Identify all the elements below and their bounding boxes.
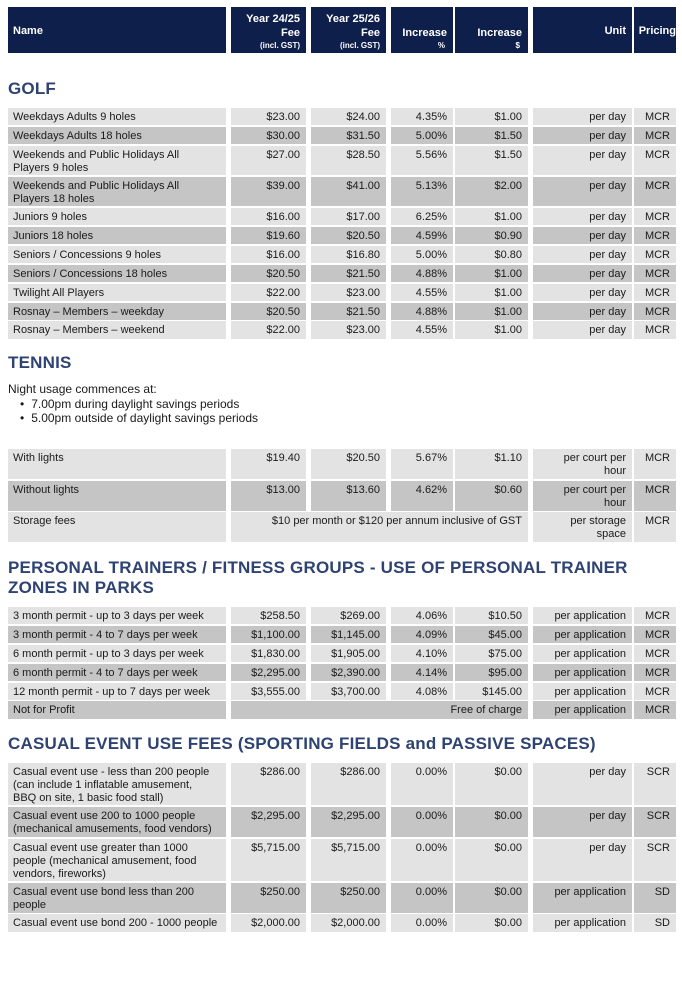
row-increase-pct-cell: 4.14% — [391, 664, 453, 681]
row-increase-pct-cell: 4.10% — [391, 645, 453, 662]
header-year1-line3: (incl. GST) — [260, 41, 300, 50]
row-unit-cell: per day — [533, 177, 632, 206]
row-name-cell: Weekdays Adults 18 holes — [8, 127, 226, 144]
header-year2-line1: Year 25/26 — [326, 13, 380, 25]
header-year2-line2: Fee — [361, 27, 380, 39]
row-fee-2425-cell: $22.00 — [231, 321, 306, 339]
header-increase-pct-line1: Increase — [402, 27, 447, 39]
tennis-bullet-text: 5.00pm outside of daylight savings periods — [31, 411, 259, 425]
row-fee-2526-cell: $13.60 — [311, 481, 386, 511]
header-unit-label: Unit — [604, 25, 626, 37]
row-name-cell: 3 month permit - 4 to 7 days per week — [8, 626, 226, 643]
tennis-night-usage-note: Night usage commences at: — [8, 382, 157, 396]
header-increase-dollar-line1: Increase — [477, 27, 522, 39]
row-fee-2526-cell: $16.80 — [311, 246, 386, 263]
row-pricing-cell: MCR — [634, 108, 676, 125]
row-pricing-cell: MCR — [634, 246, 676, 263]
row-increase-pct-cell: 4.08% — [391, 683, 453, 700]
row-fee-2526-cell: $1,905.00 — [311, 645, 386, 662]
row-increase-dollar-cell: $1.00 — [455, 108, 528, 125]
row-fee-2425-cell: $2,295.00 — [231, 807, 306, 837]
row-increase-pct-cell: 0.00% — [391, 763, 453, 805]
row-fee-2526-cell: $23.00 — [311, 321, 386, 339]
row-increase-pct-cell: 6.25% — [391, 208, 453, 225]
row-fee-2526-cell: $5,715.00 — [311, 839, 386, 881]
row-unit-cell: per day — [533, 246, 632, 263]
row-pricing-cell: SCR — [634, 807, 676, 837]
row-unit-cell: per court per hour — [533, 481, 632, 511]
row-increase-dollar-cell: $0.00 — [455, 914, 528, 932]
row-name-cell: Not for Profit — [8, 701, 226, 719]
header-increase-dollar-cell — [455, 7, 528, 53]
row-pricing-cell: MCR — [634, 227, 676, 244]
row-name-cell: 12 month permit - up to 7 days per week — [8, 683, 226, 700]
row-fee-2425-cell: $13.00 — [231, 481, 306, 511]
row-pricing-cell: MCR — [634, 265, 676, 282]
header-name-cell — [8, 7, 226, 53]
row-increase-pct-cell: 4.55% — [391, 321, 453, 339]
row-name-cell: With lights — [8, 449, 226, 479]
row-name-cell: Casual event use bond 200 - 1000 people — [8, 914, 226, 932]
row-increase-pct-cell: 4.06% — [391, 607, 453, 624]
row-fee-2526-cell: $286.00 — [311, 763, 386, 805]
row-fee-2526-cell: $250.00 — [311, 883, 386, 913]
header-pricing-label: Pricing — [638, 25, 676, 37]
row-increase-dollar-cell: $1.50 — [455, 146, 528, 175]
row-name-cell: Rosnay – Members – weekday — [8, 303, 226, 320]
row-pricing-cell: MCR — [634, 146, 676, 175]
tennis-bullet-item — [20, 397, 258, 411]
row-name-cell: 6 month permit - up to 3 days per week — [8, 645, 226, 662]
row-increase-pct-cell: 4.62% — [391, 481, 453, 511]
row-pricing-cell: MCR — [634, 645, 676, 662]
row-fee-2526-cell: $21.50 — [311, 303, 386, 320]
row-fee-2425-cell: $250.00 — [231, 883, 306, 913]
row-span-cell: $10 per month or $120 per annum inclusive of GST — [231, 512, 528, 542]
row-fee-2526-cell: $20.50 — [311, 449, 386, 479]
row-increase-pct-cell: 4.55% — [391, 284, 453, 301]
row-fee-2425-cell: $27.00 — [231, 146, 306, 175]
row-fee-2526-cell: $41.00 — [311, 177, 386, 206]
row-unit-cell: per day — [533, 146, 632, 175]
row-fee-2526-cell: $31.50 — [311, 127, 386, 144]
header-increase-dollar-line2: $ — [515, 41, 520, 50]
row-name-cell: 6 month permit - 4 to 7 days per week — [8, 664, 226, 681]
row-unit-cell: per day — [533, 284, 632, 301]
row-pricing-cell: SD — [634, 914, 676, 932]
row-unit-cell: per day — [533, 321, 632, 339]
row-pricing-cell: MCR — [634, 321, 676, 339]
row-increase-dollar-cell: $1.00 — [455, 208, 528, 225]
row-unit-cell: per day — [533, 208, 632, 225]
row-name-cell: 3 month permit - up to 3 days per week — [8, 607, 226, 624]
section-title-trainers: PERSONAL TRAINERS / FITNESS GROUPS - USE OF PERSONAL TRAINER ZONES IN PARKS — [8, 558, 628, 597]
section-title-golf: GOLF — [8, 79, 57, 98]
row-name-cell: Casual event use bond less than 200 people — [8, 883, 226, 913]
header-year1-cell — [231, 7, 306, 53]
row-fee-2526-cell: $28.50 — [311, 146, 386, 175]
row-increase-dollar-cell: $0.90 — [455, 227, 528, 244]
row-unit-cell: per application — [533, 683, 632, 700]
row-fee-2425-cell: $19.40 — [231, 449, 306, 479]
row-increase-dollar-cell: $145.00 — [455, 683, 528, 700]
row-fee-2425-cell: $2,000.00 — [231, 914, 306, 932]
row-fee-2425-cell: $286.00 — [231, 763, 306, 805]
row-pricing-cell: SD — [634, 883, 676, 913]
row-increase-dollar-cell: $75.00 — [455, 645, 528, 662]
row-fee-2425-cell: $39.00 — [231, 177, 306, 206]
row-increase-pct-cell: 5.00% — [391, 127, 453, 144]
row-pricing-cell: SCR — [634, 763, 676, 805]
row-fee-2425-cell: $20.50 — [231, 265, 306, 282]
row-fee-2425-cell: $16.00 — [231, 246, 306, 263]
row-fee-2425-cell: $22.00 — [231, 284, 306, 301]
row-increase-pct-cell: 0.00% — [391, 807, 453, 837]
row-name-cell: Weekdays Adults 9 holes — [8, 108, 226, 125]
row-increase-dollar-cell: $45.00 — [455, 626, 528, 643]
row-increase-dollar-cell: $0.80 — [455, 246, 528, 263]
row-pricing-cell: MCR — [634, 683, 676, 700]
row-increase-dollar-cell: $0.00 — [455, 807, 528, 837]
row-fee-2526-cell: $3,700.00 — [311, 683, 386, 700]
row-span-cell: Free of charge — [231, 701, 528, 719]
header-year2-cell — [311, 7, 386, 53]
row-name-cell: Rosnay – Members – weekend — [8, 321, 226, 339]
row-name-cell: Casual event use 200 to 1000 people (mechanical amusements, food vendors) — [8, 807, 226, 837]
row-unit-cell: per application — [533, 645, 632, 662]
header-year1-line1: Year 24/25 — [246, 13, 300, 25]
header-year1-line2: Fee — [281, 27, 300, 39]
row-increase-pct-cell: 4.59% — [391, 227, 453, 244]
row-pricing-cell: MCR — [634, 208, 676, 225]
row-fee-2526-cell: $1,145.00 — [311, 626, 386, 643]
row-increase-dollar-cell: $0.00 — [455, 763, 528, 805]
row-name-cell: Juniors 9 holes — [8, 208, 226, 225]
row-name-cell: Storage fees — [8, 512, 226, 542]
row-name-cell: Casual event use greater than 1000 people (mechanical amusement, food vendors, fireworks) — [8, 839, 226, 881]
row-fee-2526-cell: $24.00 — [311, 108, 386, 125]
row-name-cell: Seniors / Concessions 9 holes — [8, 246, 226, 263]
row-increase-pct-cell: 5.56% — [391, 146, 453, 175]
row-increase-pct-cell: 4.09% — [391, 626, 453, 643]
row-unit-cell: per application — [533, 664, 632, 681]
row-unit-cell: per application — [533, 626, 632, 643]
row-unit-cell: per day — [533, 227, 632, 244]
row-pricing-cell: MCR — [634, 449, 676, 479]
tennis-night-usage-list — [20, 397, 258, 425]
row-name-cell: Weekends and Public Holidays All Players 9 holes — [8, 146, 226, 175]
row-fee-2425-cell: $19.60 — [231, 227, 306, 244]
row-unit-cell: per application — [533, 914, 632, 932]
header-year2-line3: (incl. GST) — [340, 41, 380, 50]
row-pricing-cell: MCR — [634, 284, 676, 301]
row-name-cell: Casual event use - less than 200 people (can include 1 inflatable amusement, BBQ on site, 1 basic food stall) — [8, 763, 226, 805]
header-unit-cell — [533, 7, 632, 53]
row-fee-2526-cell: $2,390.00 — [311, 664, 386, 681]
row-fee-2526-cell: $269.00 — [311, 607, 386, 624]
row-unit-cell: per day — [533, 807, 632, 837]
row-fee-2425-cell: $23.00 — [231, 108, 306, 125]
row-increase-dollar-cell: $1.00 — [455, 321, 528, 339]
row-fee-2425-cell: $3,555.00 — [231, 683, 306, 700]
row-pricing-cell: MCR — [634, 177, 676, 206]
row-fee-2425-cell: $20.50 — [231, 303, 306, 320]
row-unit-cell: per application — [533, 701, 632, 719]
row-pricing-cell: SCR — [634, 839, 676, 881]
row-increase-pct-cell: 4.88% — [391, 265, 453, 282]
row-increase-pct-cell: 0.00% — [391, 839, 453, 881]
row-increase-dollar-cell: $0.00 — [455, 883, 528, 913]
row-name-cell: Juniors 18 holes — [8, 227, 226, 244]
row-increase-pct-cell: 0.00% — [391, 914, 453, 932]
row-unit-cell: per day — [533, 763, 632, 805]
row-unit-cell: per application — [533, 883, 632, 913]
row-increase-pct-cell: 4.88% — [391, 303, 453, 320]
row-name-cell: Seniors / Concessions 18 holes — [8, 265, 226, 282]
tennis-bullet-text: 7.00pm during daylight savings periods — [31, 397, 240, 411]
row-fee-2425-cell: $30.00 — [231, 127, 306, 144]
row-increase-dollar-cell: $2.00 — [455, 177, 528, 206]
row-fee-2425-cell: $16.00 — [231, 208, 306, 225]
row-fee-2425-cell: $1,100.00 — [231, 626, 306, 643]
section-title-casual: CASUAL EVENT USE FEES (SPORTING FIELDS and PASSIVE SPACES) — [8, 734, 596, 753]
row-fee-2425-cell: $1,830.00 — [231, 645, 306, 662]
row-increase-pct-cell: 5.13% — [391, 177, 453, 206]
row-pricing-cell: MCR — [634, 626, 676, 643]
row-increase-dollar-cell: $1.00 — [455, 303, 528, 320]
row-increase-dollar-cell: $10.50 — [455, 607, 528, 624]
row-increase-dollar-cell: $95.00 — [455, 664, 528, 681]
row-increase-dollar-cell: $0.60 — [455, 481, 528, 511]
row-fee-2526-cell: $2,295.00 — [311, 807, 386, 837]
row-pricing-cell: MCR — [634, 664, 676, 681]
header-increase-pct-line2: % — [437, 41, 445, 50]
tennis-bullet-item — [20, 411, 258, 425]
row-name-cell: Without lights — [8, 481, 226, 511]
row-increase-pct-cell: 5.00% — [391, 246, 453, 263]
row-fee-2425-cell: $5,715.00 — [231, 839, 306, 881]
row-unit-cell: per day — [533, 303, 632, 320]
row-unit-cell: per application — [533, 607, 632, 624]
row-unit-cell: per day — [533, 127, 632, 144]
row-pricing-cell: MCR — [634, 607, 676, 624]
row-unit-cell: per day — [533, 839, 632, 881]
row-name-cell: Twilight All Players — [8, 284, 226, 301]
row-pricing-cell: MCR — [634, 303, 676, 320]
row-fee-2526-cell: $2,000.00 — [311, 914, 386, 932]
row-pricing-cell: MCR — [634, 481, 676, 511]
row-increase-dollar-cell: $1.00 — [455, 284, 528, 301]
row-increase-dollar-cell: $1.00 — [455, 265, 528, 282]
row-unit-cell: per storage space — [533, 512, 632, 542]
row-fee-2526-cell: $23.00 — [311, 284, 386, 301]
row-fee-2526-cell: $17.00 — [311, 208, 386, 225]
row-fee-2425-cell: $258.50 — [231, 607, 306, 624]
row-increase-dollar-cell: $1.50 — [455, 127, 528, 144]
row-fee-2526-cell: $21.50 — [311, 265, 386, 282]
header-pricing-cell — [634, 7, 676, 53]
row-fee-2425-cell: $2,295.00 — [231, 664, 306, 681]
row-pricing-cell: MCR — [634, 127, 676, 144]
row-increase-pct-cell: 5.67% — [391, 449, 453, 479]
row-increase-pct-cell: 0.00% — [391, 883, 453, 913]
section-title-tennis: TENNIS — [8, 353, 72, 372]
row-fee-2526-cell: $20.50 — [311, 227, 386, 244]
row-unit-cell: per court per hour — [533, 449, 632, 479]
row-pricing-cell: MCR — [634, 512, 676, 542]
row-name-cell: Weekends and Public Holidays All Players 18 holes — [8, 177, 226, 206]
header-increase-pct-cell — [391, 7, 453, 53]
row-pricing-cell: MCR — [634, 701, 676, 719]
row-increase-dollar-cell: $0.00 — [455, 839, 528, 881]
row-increase-dollar-cell: $1.10 — [455, 449, 528, 479]
row-unit-cell: per day — [533, 108, 632, 125]
row-increase-pct-cell: 4.35% — [391, 108, 453, 125]
header-name-label: Name — [13, 25, 43, 37]
row-unit-cell: per day — [533, 265, 632, 282]
